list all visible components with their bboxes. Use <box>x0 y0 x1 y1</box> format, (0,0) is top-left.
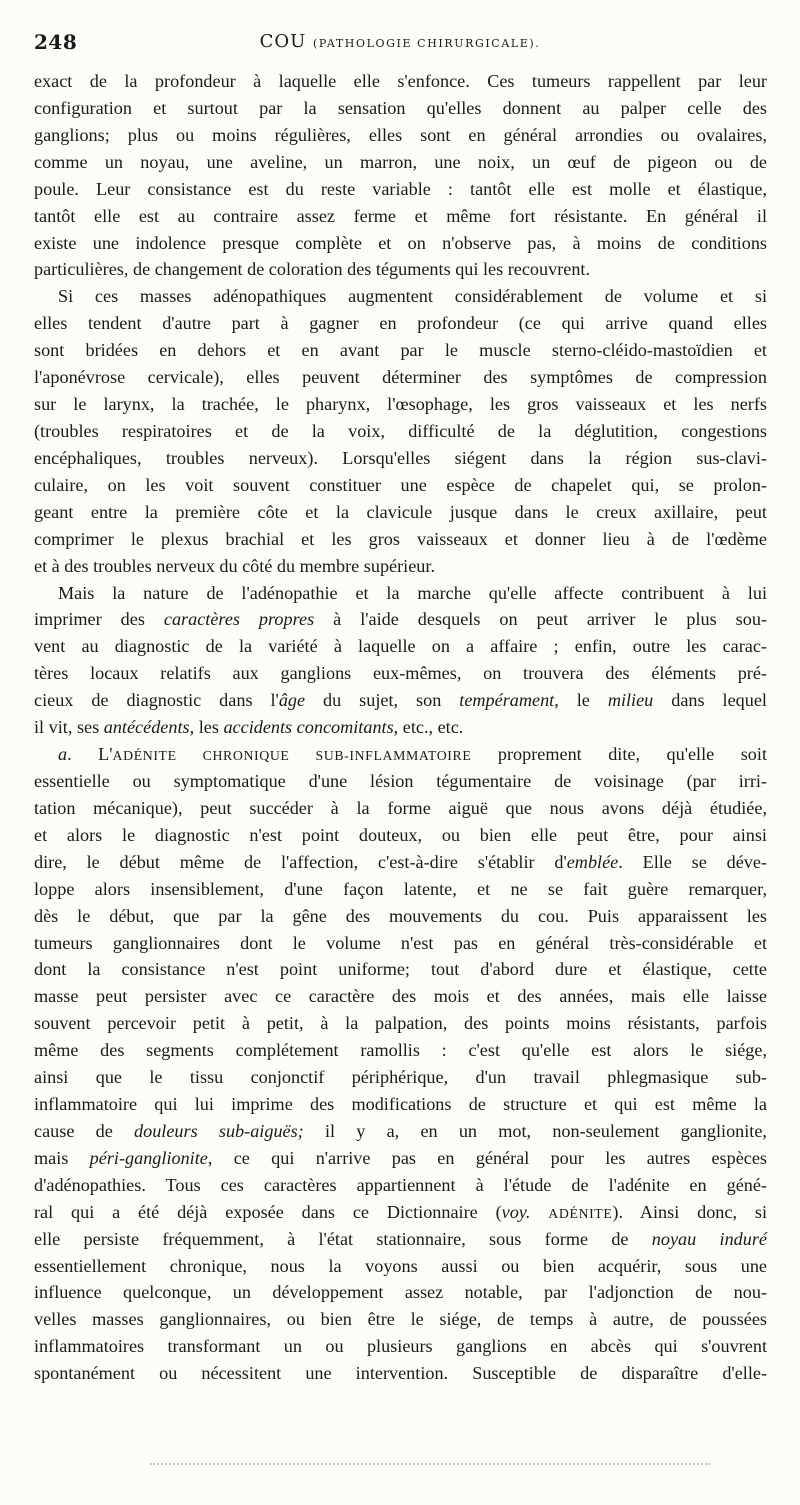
text-line: inflammatoires transformant un ou plusieurs ganglions en abcès qui s'ouvrent <box>34 1336 767 1357</box>
text-line: influence quelconque, un développement assez notable, par l'adjonction de nou- <box>34 1282 767 1303</box>
running-title <box>34 31 766 52</box>
text-line: (troubles respiratoires et de la voix, difficulté de la déglutition, congestions <box>34 420 767 441</box>
running-title-sub: (PATHOLOGIE CHIRURGICALE). <box>313 37 541 50</box>
running-header <box>34 30 766 60</box>
text-line: imprimer des caractères propres à l'aide desquels on peut arriver le plus sou- <box>34 609 767 630</box>
text-line: dès le début, que par la gêne des mouvements du cou. Puis apparaissent les <box>34 905 767 926</box>
article-body <box>34 68 767 1387</box>
text-line: l'aponévrose cervicale), elles peuvent déterminer des symptômes de compression <box>34 367 767 388</box>
text-line: configuration et surtout par la sensation qu'elles donnent au palper celle des <box>34 97 767 118</box>
text-line: dont la consistance n'est point uniforme; tout d'abord dure et élastique, cette <box>34 959 767 980</box>
text-line: mais péri-ganglionite, ce qui n'arrive pas en général pour les autres espèces <box>34 1147 767 1168</box>
bottom-rule <box>150 1463 710 1469</box>
text-line: culaire, on les voit souvent constituer une espèce de chapelet qui, se prolon- <box>34 474 767 495</box>
text-line: cause de douleurs sub-aiguës; il y a, en un mot, non-seulement ganglionite, <box>34 1120 767 1141</box>
text-line: ainsi que le tissu conjonctif périphérique, d'un travail phlegmasique sub- <box>34 1067 767 1088</box>
text-line: poule. Leur consistance est du reste variable : tantôt elle est molle et élastique, <box>34 178 767 199</box>
text-line: essentiellement chronique, nous la voyons aussi ou bien acquérir, sous une <box>34 1255 767 1276</box>
text-line: dire, le début même de l'affection, c'est-à-dire s'établir d'emblée. Elle se déve- <box>34 851 768 872</box>
running-title-main: COU <box>259 31 307 52</box>
text-line: Mais la nature de l'adénopathie et la marche qu'elle affecte contribuent à lui <box>58 582 767 603</box>
text-line: encéphaliques, troubles nerveux). Lorsqu'elles siégent dans la région sus-clavi- <box>34 447 767 468</box>
text-line: a. L'ADÉNITE CHRONIQUE SUB-INFLAMMATOIRE proprement dite, qu'elle soit <box>58 744 767 765</box>
text-line: geant entre la première côte et la clavicule jusque dans le creux axillaire, peut <box>34 501 767 522</box>
text-line: tation mécanique), peut succéder à la forme aiguë que nous avons déjà étudiée, <box>34 797 767 818</box>
text-line: elles tendent d'autre part à gagner en profondeur (ce qui arrive quand elles <box>34 313 767 334</box>
text-line: il vit, ses antécédents, les accidents concomitants, etc., etc. <box>34 717 464 738</box>
text-line: exact de la profondeur à laquelle elle s'enfonce. Ces tumeurs rappellent par leur <box>34 71 767 91</box>
text-line: souvent percevoir petit à petit, à la palpation, des points moins résistants, parfois <box>34 1013 767 1034</box>
text-line: vent au diagnostic de la variété à laquelle on a affaire ; enfin, outre les carac- <box>34 636 767 657</box>
page-number: 248 <box>34 30 78 54</box>
text-line: d'adénopathies. Tous ces caractères appartiennent à l'étude de l'adénite en géné- <box>34 1174 767 1195</box>
text-line: loppe alors insensiblement, d'une façon latente, et ne se fait guère remarquer, <box>34 878 767 899</box>
text-line: velles masses ganglionnaires, ou bien être le siége, de temps à autre, de poussées <box>34 1309 767 1330</box>
text-line: sont bridées en dehors et en avant par le muscle sterno-cléido-mastoïdien et <box>34 340 767 361</box>
text-line: ral qui a été déjà exposée dans ce Dictionnaire (voy. ADÉNITE). Ainsi donc, si <box>34 1201 767 1222</box>
text-line: masse peut persister avec ce caractère des mois et des années, mais elle laisse <box>34 986 767 1007</box>
text-line: ganglions; plus ou moins régulières, elles sont en général arrondies ou ovalaires, <box>34 124 767 145</box>
text-line: existe une indolence presque complète et on n'observe pas, à moins de conditions <box>34 232 767 253</box>
text-line: inflammatoire qui lui imprime des modifications de structure et qui est même la <box>34 1094 767 1115</box>
text-line: même des segments complétement ramollis : c'est qu'elle est alors le siége, <box>34 1040 767 1061</box>
text-line: cieux de diagnostic dans l'âge du sujet, son tempérament, le milieu dans lequel <box>34 690 767 711</box>
text-line: tumeurs ganglionnaires dont le volume n'est pas en général très-considérable et <box>34 932 767 953</box>
text-line: tantôt elle est au contraire assez ferme et même fort résistante. En général il <box>34 205 767 226</box>
text-line: Si ces masses adénopathiques augmentent considérablement de volume et si <box>58 286 767 307</box>
text-line: sur le larynx, la trachée, le pharynx, l'œsophage, les gros vaisseaux et les nerfs <box>34 394 767 415</box>
text-line: particulières, de changement de coloration des téguments qui les recouvrent. <box>34 259 591 280</box>
text-line: tères locaux relatifs aux ganglions eux-mêmes, on trouvera des éléments pré- <box>34 663 767 684</box>
text-line: elle persiste fréquemment, à l'état stationnaire, sous forme de noyau induré <box>34 1228 768 1249</box>
text-line: comprimer le plexus brachial et les gros vaisseaux et donner lieu à de l'œdème <box>34 528 767 549</box>
text-line: comme un noyau, une aveline, un marron, une noix, un œuf de pigeon ou de <box>34 151 767 172</box>
text-line: et alors le diagnostic n'est point douteux, ou bien elle peut être, pour ainsi <box>34 824 767 845</box>
text-line: essentielle ou symptomatique d'une lésion tégumentaire de voisinage (par irri- <box>34 770 767 791</box>
text-line: et à des troubles nerveux du côté du membre supérieur. <box>34 555 436 576</box>
text-line: spontanément ou nécessitent une intervention. Susceptible de disparaître d'elle- <box>34 1363 767 1384</box>
